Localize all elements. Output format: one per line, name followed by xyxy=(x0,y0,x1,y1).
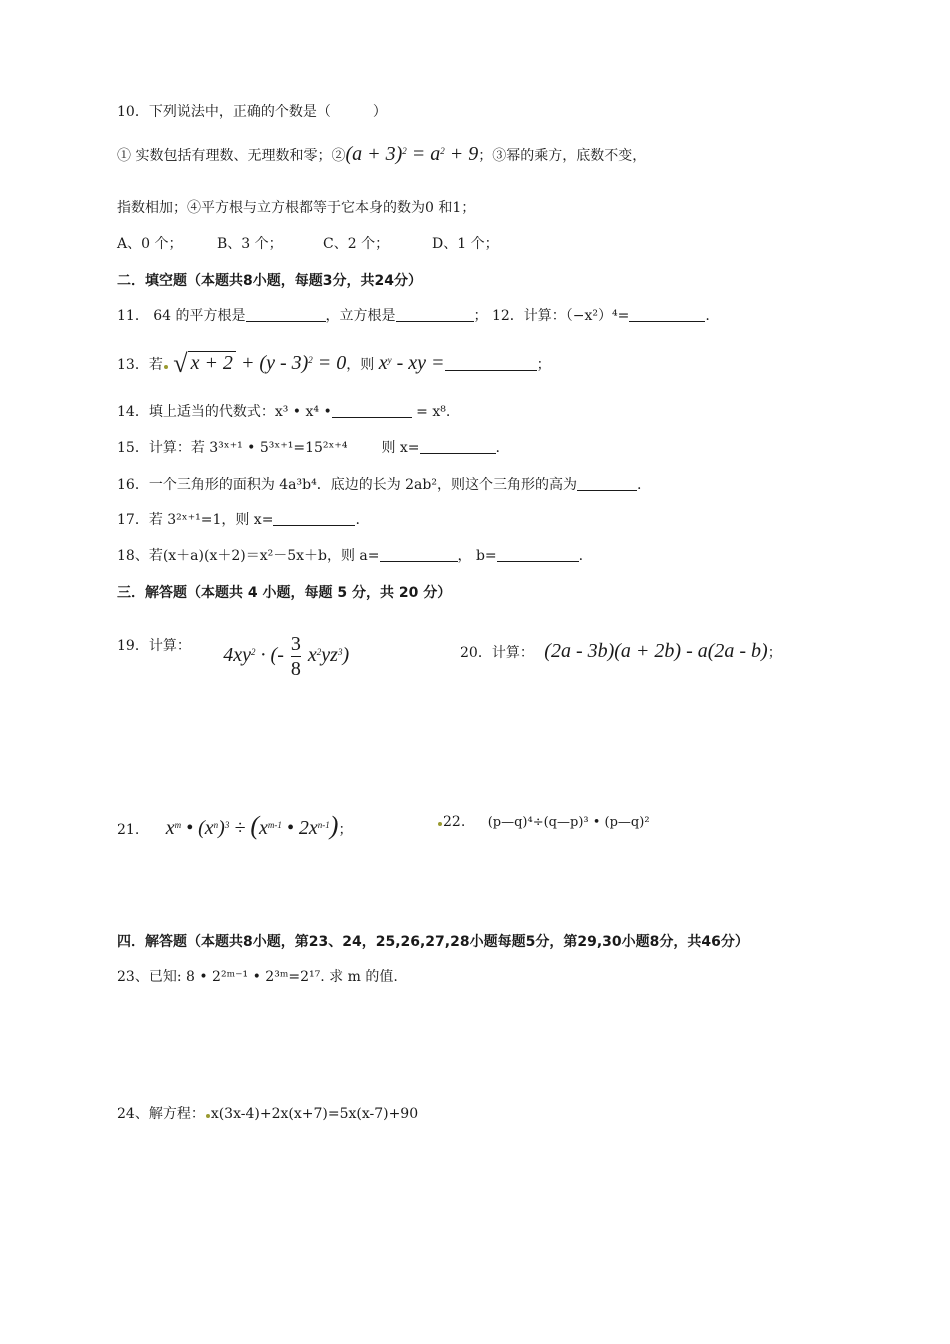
q13-condition: √ x + 2 + (y - 3)$^2$ = 0 xyxy=(173,349,347,378)
option-b: B、3 个； xyxy=(217,236,283,252)
q13-mid: ，则 xyxy=(346,357,375,373)
option-a: A、0 个； xyxy=(117,236,183,252)
q16-blank[interactable] xyxy=(577,476,637,491)
q15-text-b: 则 x= xyxy=(381,440,420,456)
q15-period: . xyxy=(495,440,500,456)
q22 xyxy=(437,812,650,833)
ink-dot xyxy=(206,1114,210,1118)
q21-label: 21. xyxy=(117,822,140,838)
q17-text: 17．若 3²ˣ⁺¹=1，则 x= xyxy=(117,512,274,528)
q12-blank[interactable] xyxy=(629,307,705,322)
formula-binomial-square: $(a + 3)^2 = a^2 + 9$ xyxy=(345,143,479,165)
option-d: D、1 个； xyxy=(432,236,499,252)
q13-blank[interactable] xyxy=(445,354,537,371)
q18-blank-b[interactable] xyxy=(497,547,579,562)
q11-blank-sqrt[interactable] xyxy=(246,307,326,322)
q11-text-b: ，立方根是 xyxy=(325,308,396,324)
q18-text-b: ， b= xyxy=(457,548,497,564)
q16-period: . xyxy=(636,477,642,493)
q22-label: 22. xyxy=(443,814,466,830)
q17 xyxy=(117,510,360,530)
q20-expression: (2a - 3b)(a + 2b) - a(2a - b) xyxy=(544,640,768,662)
q19-expression: $4xy^2$ · (- $\frac{3}{8}$ $x^2yz^3$) xyxy=(223,632,350,680)
q21-expression: $x^m$ • $(x^n)^3 \div (x^{m-1}$ • $2x^{n-1}$) xyxy=(165,811,339,840)
section-3-heading: 三．解答题（本题共 4 小题，每题 5 分，共 20 分） xyxy=(117,585,452,601)
q22-expression: (p—q)⁴÷(q—p)³ • (p—q)² xyxy=(487,815,650,830)
q10-s1a: ① 实数包括有理数、无理数和零；② xyxy=(117,148,346,164)
q11-blank-cbrt[interactable] xyxy=(396,307,474,322)
q18-blank-a[interactable] xyxy=(380,547,458,562)
q12-period: . xyxy=(705,308,710,324)
q14 xyxy=(117,402,450,422)
q15 xyxy=(117,438,500,458)
section-2-heading: 二．填空题（本题共8小题，每题3分，共24分） xyxy=(117,273,422,289)
q13-prefix: 13．若 xyxy=(117,357,163,373)
q14-text-a: 14．填上适当的代数式：x³ • x⁴ • xyxy=(117,404,332,420)
q10-s1b: ；③幂的乘方，底数不变， xyxy=(478,148,647,164)
q11-q12 xyxy=(117,306,710,326)
q20-label: 20．计算： xyxy=(460,645,534,661)
option-c: C、2 个； xyxy=(323,236,390,252)
q12-text: ； 12．计算：（−x²）⁴= xyxy=(473,308,630,324)
q11-text-a: 11． 64 的平方根是 xyxy=(117,308,246,324)
q17-blank[interactable] xyxy=(273,511,355,526)
q16-text: 16．一个三角形的面积为 4a³b⁴．底边的长为 2ab²，则这个三角形的高为 xyxy=(117,477,577,493)
q23: 23、已知: 8 • 2²ᵐ⁻¹ • 2³ᵐ=2¹⁷. 求 m 的值. xyxy=(117,969,398,985)
q16 xyxy=(117,475,641,495)
q24-label: 24、解方程： xyxy=(117,1106,205,1122)
q18-period: . xyxy=(578,548,584,564)
ink-dot xyxy=(438,822,442,826)
q14-blank[interactable] xyxy=(332,403,412,418)
q17-period: . xyxy=(355,512,360,528)
q10-statements-line1 xyxy=(117,144,646,166)
q10-stem: 10．下列说法中，正确的个数是（ ） xyxy=(117,104,387,120)
q18-text-a: 18、若(x＋a)(x＋2)＝x²－5x＋b，则 a= xyxy=(117,548,380,564)
ink-dot xyxy=(164,365,168,369)
q19-label: 19．计算： xyxy=(117,638,191,654)
q24 xyxy=(117,1104,418,1124)
section-4-heading: 四．解答题（本题共8小题，第23、24，25,26,27,28小题每题5分，第29,30小题8分，共46分） xyxy=(117,934,749,950)
q24-equation: x(3x-4)+2x(x+7)=5x(x-7)+90 xyxy=(210,1106,419,1122)
q18 xyxy=(117,546,583,566)
q20: 20．计算： (2a - 3b)(a + 2b) - a(2a - b)； xyxy=(460,640,782,662)
q15-blank[interactable] xyxy=(420,439,496,454)
q14-text-b: = x⁸. xyxy=(411,404,451,420)
q21: 21. $x^m$ • $(x^n)^3 \div (x^{m-1}$ • $2x^{n-1}$)； xyxy=(117,811,353,840)
q15-text-a: 15．计算：若 3³ˣ⁺¹ • 5³ˣ⁺¹=15²ˣ⁺⁴ xyxy=(117,440,348,456)
q19 xyxy=(117,626,349,686)
q13: 13．若 √ x + 2 + (y - 3)$^2$ = 0，则 $x^y$ - xy = ； xyxy=(117,349,551,378)
q13-expression: $x^y$ - xy = xyxy=(378,352,445,374)
q10-statements-line2: 指数相加；④平方根与立方根都等于它本身的数为0 和1； xyxy=(117,200,476,216)
